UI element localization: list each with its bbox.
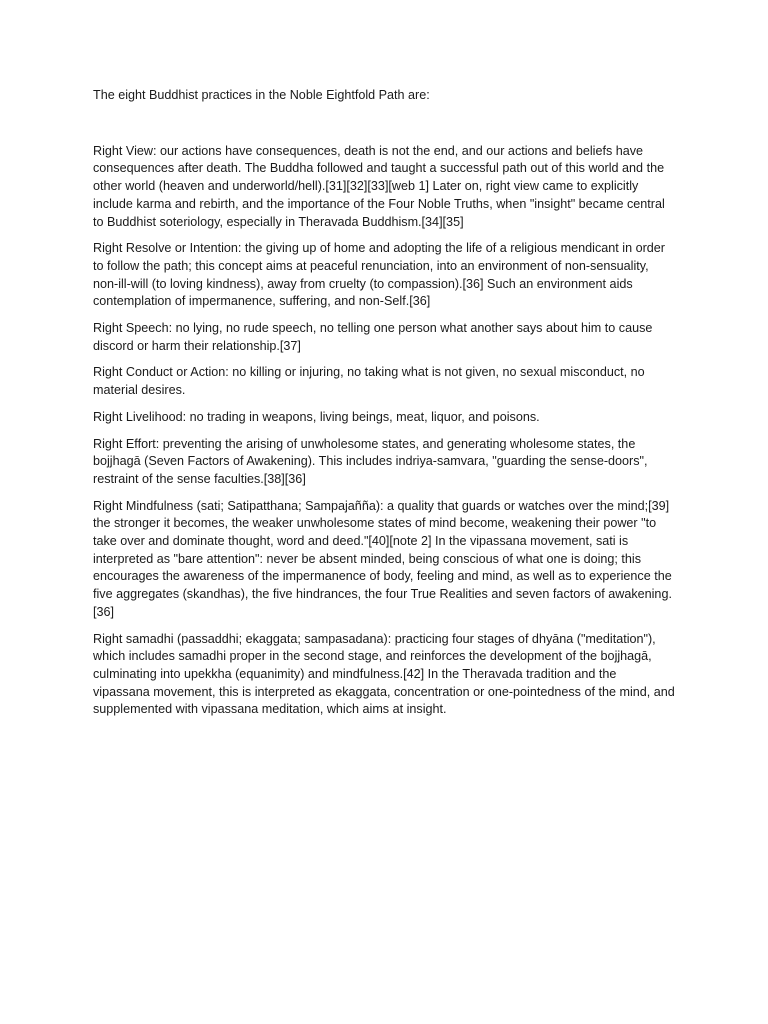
paragraph-right-livelihood: Right Livelihood: no trading in weapons, living beings, meat, liquor, and poisons. — [93, 409, 540, 424]
document-body — [93, 87, 675, 728]
intro-text: The eight Buddhist practices in the Noble Eightfold Path are: — [93, 88, 430, 102]
paragraph-right-mindfulness: Right Mindfulness (sati; Satipatthana; Sampajañña): a quality that guards or watches over the mind;[39] the stronger it becomes, the weaker unwholesome states of mind become, weakening their power "to take over and dominate thought, word and deed."[40][note 2] In the vipassana movement, sati is interpreted as "bare attention": never be absent minded, being conscious of what one is doing; this encourages the awareness of the impermanence of body, feeling and mind, as well as to experience the five aggregates (skandhas), the five hindrances, the four True Realities and seven factors of awakening.[36] — [93, 498, 672, 619]
paragraph-right-samadhi: Right samadhi (passaddhi; ekaggata; sampasadana): practicing four stages of dhyāna ("meditation"), which includes samadhi proper in the second stage, and reinforces the development of the bojjhagā, culminating into upekkha (equanimity) and mindfulness.[42] In the Theravada tradition and the vipassana movement, this is interpreted as ekaggata, concentration or one-pointedness of the mind, and supplemented with vipassana meditation, which aims at insight. — [93, 631, 675, 717]
paragraph-right-effort: Right Effort: preventing the arising of unwholesome states, and generating wholesome states, the bojjhagā (Seven Factors of Awakening). This includes indriya-samvara, "guarding the sense-doors", restraint of the sense faculties.[38][36] — [93, 436, 648, 486]
paragraph-right-speech: Right Speech: no lying, no rude speech, no telling one person what another says about him to cause discord or harm their relationship.[37] — [93, 321, 653, 353]
paragraph-right-conduct: Right Conduct or Action: no killing or injuring, no taking what is not given, no sexual misconduct, no material desires. — [93, 365, 645, 398]
paragraph-right-view: Right View: our actions have consequences, death is not the end, and our actions and beliefs have consequences after death. The Buddha followed and taught a successful path out of this world and the other world (heaven and underworld/hell).[31][32][33][web 1] Later on, right view came to explicitly include karma and rebirth, and the importance of the Four Noble Truths, when "insight" became central to Buddhist soteriology, especially in Theravada Buddhism.[34][35] — [93, 143, 665, 229]
paragraph-right-resolve: Right Resolve or Intention: the giving up of home and adopting the life of a religious mendicant in order to follow the path; this concept aims at peaceful renunciation, into an environment of non-sensuality, non-ill-will (to loving kindness), away from cruelty (to compassion).[36] Such an environment aids contemplation of impermanence, suffering, and non-Self.[36] — [93, 241, 665, 309]
